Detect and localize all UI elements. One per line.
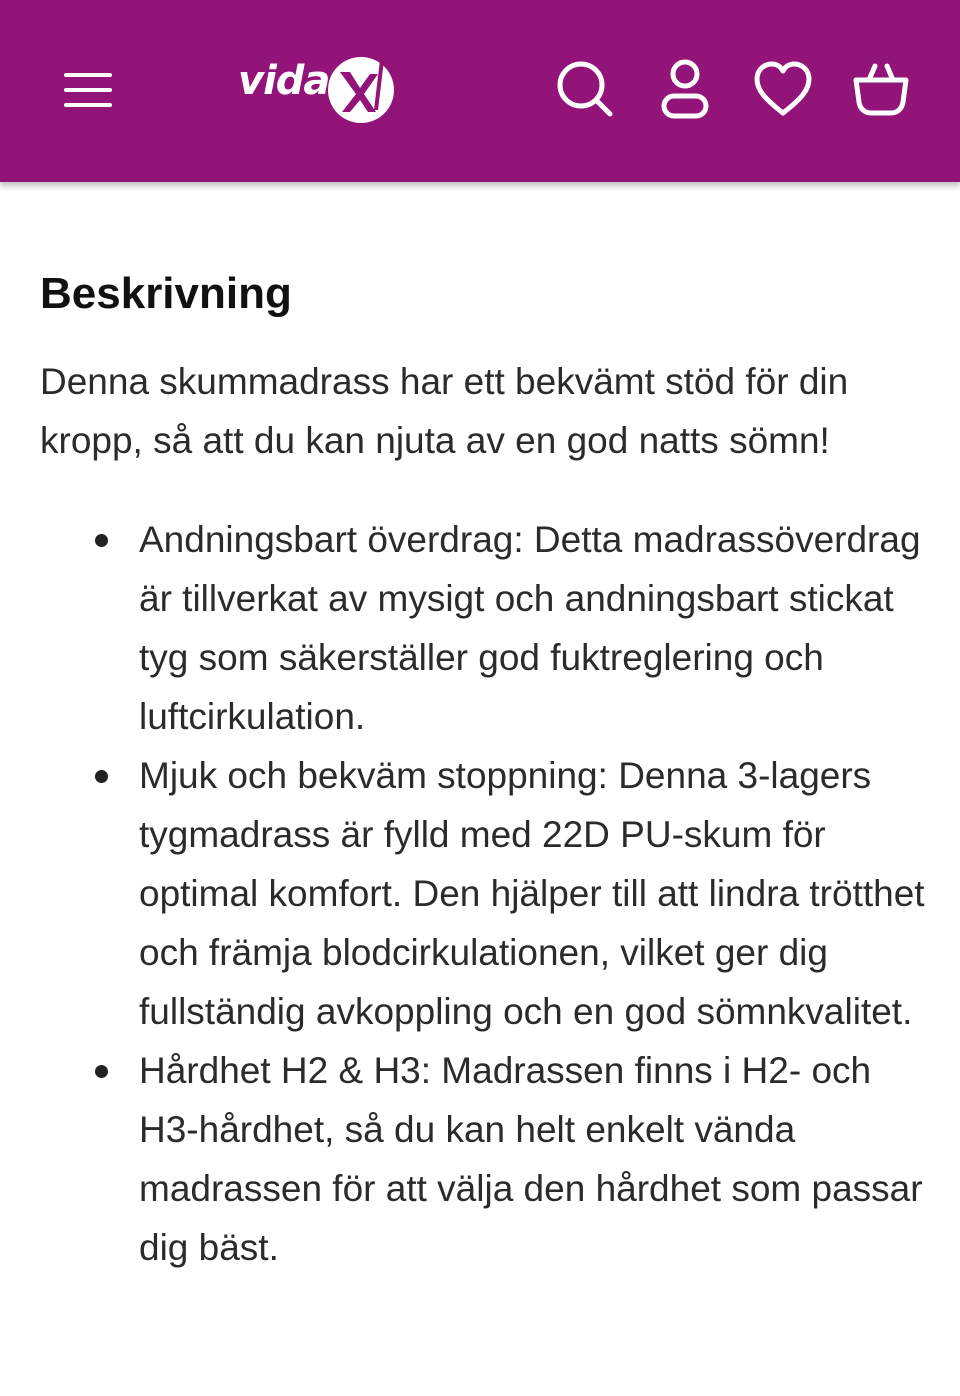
- bullet-icon: [95, 534, 108, 547]
- search-icon: [555, 59, 615, 119]
- site-header: [0, 0, 960, 182]
- feature-item: [139, 746, 930, 1041]
- feature-item: [139, 510, 930, 746]
- feature-text: Mjuk och bekväm stoppning: Denna 3-lagers tygmadrass är fylld med 22D PU-skum för optimal komfort. Den hjälper till att lindra trötthet och främja blodcirkulationen, vilket ger dig fullständig avkoppling och en god sömnkvalitet.: [139, 755, 925, 1032]
- wishlist-button[interactable]: [750, 56, 816, 122]
- bullet-icon: [95, 1065, 108, 1078]
- user-icon: [660, 58, 710, 120]
- feature-text: Andningsbart överdrag: Detta madrassöverdrag är tillverkat av mysigt och andningsbart stickat tyg som säkerställer god fuktreglering och luftcirkulation.: [139, 519, 921, 737]
- xl-logo-mark-icon: [322, 50, 400, 128]
- shopping-basket-icon: [851, 58, 911, 118]
- intro-text: Denna skummadrass har ett bekvämt stöd för din kropp, så att du kan njuta av en god natts sömn!: [40, 361, 849, 461]
- vidaxl-logo[interactable]: [234, 46, 404, 130]
- section-title: Beskrivning: [40, 269, 292, 318]
- hamburger-menu-icon: [62, 70, 114, 110]
- heart-icon: [753, 61, 813, 117]
- search-button[interactable]: [552, 56, 618, 122]
- bullet-icon: [95, 770, 108, 783]
- feature-list: [40, 510, 930, 1277]
- logo-text: vida: [238, 58, 330, 104]
- account-button[interactable]: [654, 56, 716, 122]
- feature-text: Hårdhet H2 & H3: Madrassen finns i H2- och H3-hårdhet, så du kan helt enkelt vända madrassen för att välja den hårdhet som passar dig bäst.: [139, 1050, 923, 1268]
- product-description: [40, 262, 930, 1277]
- menu-button[interactable]: [56, 58, 120, 122]
- cart-button[interactable]: [848, 54, 914, 122]
- feature-item: [139, 1041, 930, 1277]
